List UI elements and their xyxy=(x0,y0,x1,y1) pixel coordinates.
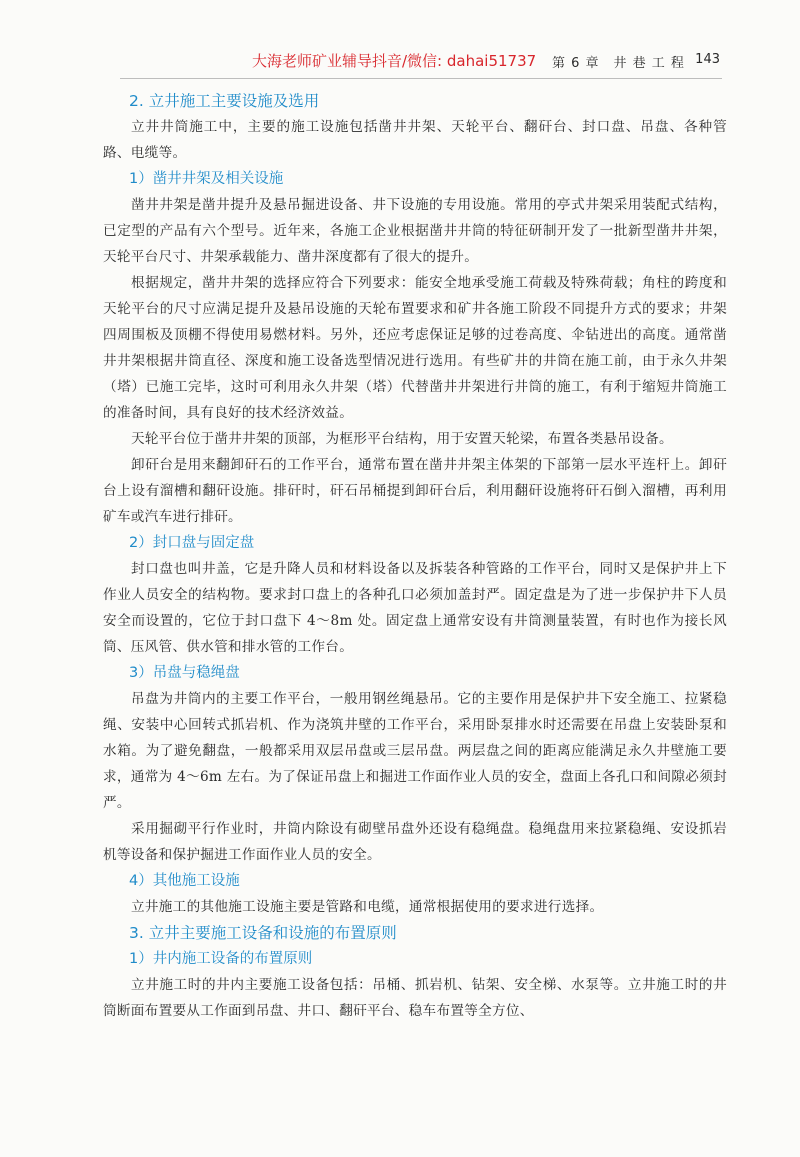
paragraph: 立井施工的其他施工设施主要是管路和电缆，通常根据使用的要求进行选择。 xyxy=(131,899,604,915)
paragraph: 立井施工时的井内主要施工设备包括：吊桶、抓岩机、钻架、安全梯、水泵等。立井施工时的井筒断面布置要从工作面到吊盘、井口、翻矸平台、稳车布置等全方位、 xyxy=(103,977,727,1019)
running-header xyxy=(120,50,720,76)
paragraph: 根据规定，凿井井架的选择应符合下列要求：能安全地承受施工荷载及特殊荷载；角柱的跨度和天轮平台的尺寸应满足提升及悬吊设施的天轮布置要求和矿井各施工阶段不同提升方式的要求；井架四周围板及顶棚不得使用易燃材料。另外，还应考虑保证足够的过卷高度、伞钻进出的高度。通常凿井井架根据井筒直径、深度和施工设备选型情况进行选用。有些矿井的井筒在施工前，由于永久井架（塔）已施工完毕，这时可利用永久井架（塔）代替凿井井架进行井筒的施工，有利于缩短井筒施工的准备时间，具有良好的技术经济效益。 xyxy=(103,275,727,421)
subsection-heading: 1）凿井井架及相关设施 xyxy=(129,171,284,187)
section-heading: 3. 立井主要施工设备和设施的布置原则 xyxy=(129,924,397,942)
subsection-heading: 2）封口盘与固定盘 xyxy=(129,535,255,551)
paragraph: 天轮平台位于凿井井架的顶部，为框形平台结构，用于安置天轮梁，布置各类悬吊设备。 xyxy=(131,431,673,447)
subsection-heading: 3）吊盘与稳绳盘 xyxy=(129,665,240,681)
page-body xyxy=(95,88,727,1024)
paragraph: 采用掘砌平行作业时，井筒内除设有砌壁吊盘外还设有稳绳盘。稳绳盘用来拉紧稳绳、安设抓岩机等设备和保护掘进工作面作业人员的安全。 xyxy=(103,821,727,863)
paragraph: 卸矸台是用来翻卸矸石的工作平台，通常布置在凿井井架主体架的下部第一层水平连杆上。卸矸台上设有溜槽和翻矸设施。排矸时，矸石吊桶提到卸矸台后，利用翻矸设施将矸石倒入溜槽，再利用矿车或汽车进行排矸。 xyxy=(103,457,727,525)
page-number: 143 xyxy=(695,52,720,67)
subsection-heading: 1）井内施工设备的布置原则 xyxy=(129,951,313,967)
section-heading: 2. 立井施工主要设施及选用 xyxy=(129,92,320,110)
watermark-text: 大海老师矿业辅导抖音/微信: dahai51737 xyxy=(252,52,537,70)
paragraph: 封口盘也叫井盖，它是升降人员和材料设备以及拆装各种管路的工作平台，同时又是保护井上下作业人员安全的结构物。要求封口盘上的各种孔口必须加盖封严。固定盘是为了进一步保护井下人员安全而设置的，它位于封口盘下 4～8m 处。固定盘上通常安设有井筒测量装置，有时也作为接长风筒、压风管、供水管和排水管的工作台。 xyxy=(103,561,727,655)
paragraph: 立井井筒施工中，主要的施工设施包括凿井井架、天轮平台、翻矸台、封口盘、吊盘、各种管路、电缆等。 xyxy=(103,119,727,161)
header-rule xyxy=(120,78,722,79)
paragraph: 凿井井架是凿井提升及悬吊掘进设备、井下设施的专用设施。常用的亭式井架采用装配式结构，已定型的产品有六个型号。近年来，各施工企业根据凿井井筒的特征研制开发了一批新型凿井井架，天轮平台尺寸、井架承载能力、凿井深度都有了很大的提升。 xyxy=(103,197,727,265)
subsection-heading: 4）其他施工设施 xyxy=(129,873,240,889)
chapter-title: 第 6 章 井 巷 工 程 xyxy=(552,56,685,71)
paragraph: 吊盘为井筒内的主要工作平台，一般用钢丝绳悬吊。它的主要作用是保护井下安全施工、拉紧稳绳、安装中心回转式抓岩机、作为浇筑井壁的工作平台，采用卧泵排水时还需要在吊盘上安装卧泵和水箱。为了避免翻盘，一般都采用双层吊盘或三层吊盘。两层盘之间的距离应能满足永久井壁施工要求，通常为 4～6m 左右。为了保证吊盘上和掘进工作面作业人员的安全，盘面上各孔口和间隙必须封严。 xyxy=(103,691,727,811)
